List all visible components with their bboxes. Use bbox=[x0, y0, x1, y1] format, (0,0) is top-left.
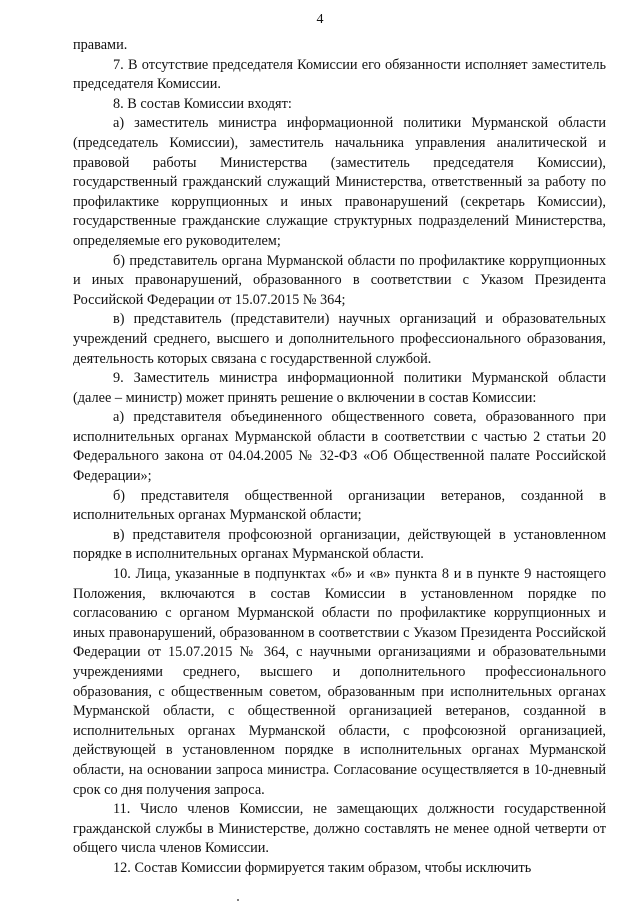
paragraph-11: 11. Число членов Комиссии, не замещающих должности государственной гражданской службы в Министерстве, должно составлять не менее одной четверти от общего числа членов Комиссии. bbox=[73, 801, 606, 857]
document-body bbox=[73, 36, 606, 879]
paragraph-8v: в) представитель (представители) научных организаций и образовательных учреждений среднего, высшего и дополнительного профессионального образования, деятельность которых связана с государственной службой. bbox=[73, 311, 606, 367]
paragraph-10: 10. Лица, указанные в подпунктах «б» и «в» пункта 8 и в пункте 9 настоящего Положения, включаются в состав Комиссии в установленном порядке по согласованию с органом Мурманской области по профилактике коррупционных и иных правонарушений, образованном в соответствии с Указом Президента Российской Федерации от 15.07.2015 № 364, с научными организациями и образовательными учреждениями среднего, высшего и дополнительного профессионального образования, с общественным советом, образованным при исполнительных органах Мурманской области, с общественной организацией ветеранов, созданной в исполнительных органах Мурманской области, с профсоюзной организацией, действующей в установленном порядке в исполнительных органах Мурманской области, на основании запроса министра. Согласование осуществляется в 10-дневный срок со дня получения запроса. bbox=[73, 566, 606, 798]
page-number: 4 bbox=[316, 12, 324, 27]
paragraph-7: 7. В отсутствие председателя Комиссии его обязанности исполняет заместитель председателя Комиссии. bbox=[73, 56, 606, 93]
paragraph-9b: б) представителя общественной организации ветеранов, созданной в исполнительных органах Мурманской области; bbox=[73, 487, 606, 524]
paragraph-9: 9. Заместитель министра информационной политики Мурманской области (далее – министр) может принять решение о включении в состав Комиссии: bbox=[73, 370, 606, 406]
paragraph-8a: а) заместитель министра информационной политики Мурманской области (председатель Комиссии), заместитель начальника управления аналитической и правовой работы Министерства (заместитель председателя Комиссии), государственный гражданский служащий Министерства, ответственный за работу по профилактике коррупционных и иных правонарушений (секретарь Комиссии), государственные гражданские служащие структурных подразделений Министерства, определяемые его руководителем; bbox=[73, 115, 606, 249]
paragraph-12: 12. Состав Комиссии формируется таким образом, чтобы исключить bbox=[113, 859, 532, 876]
paragraph-9v: в) представителя профсоюзной организации, действующей в установленном порядке в исполнительных органах Мурманской области. bbox=[73, 526, 606, 563]
paragraph-8: 8. В состав Комиссии входят: bbox=[113, 95, 292, 112]
paragraph-8b: б) представитель органа Мурманской области по профилактике коррупционных и иных правонарушений, образованного в соответствии с Указом Президента Российской Федерации от 15.07.2015 № 364; bbox=[73, 252, 606, 308]
paragraph-9a: а) представителя объединенного общественного совета, образованного при исполнительных органах Мурманской области в соответствии с частью 2 статьи 20 Федерального закона от 04.04.2005 № 32-ФЗ «Об Общественной палате Российской Федерации»; bbox=[73, 409, 606, 485]
paragraph-continuation: правами. bbox=[73, 37, 128, 53]
scan-speck bbox=[237, 899, 239, 901]
